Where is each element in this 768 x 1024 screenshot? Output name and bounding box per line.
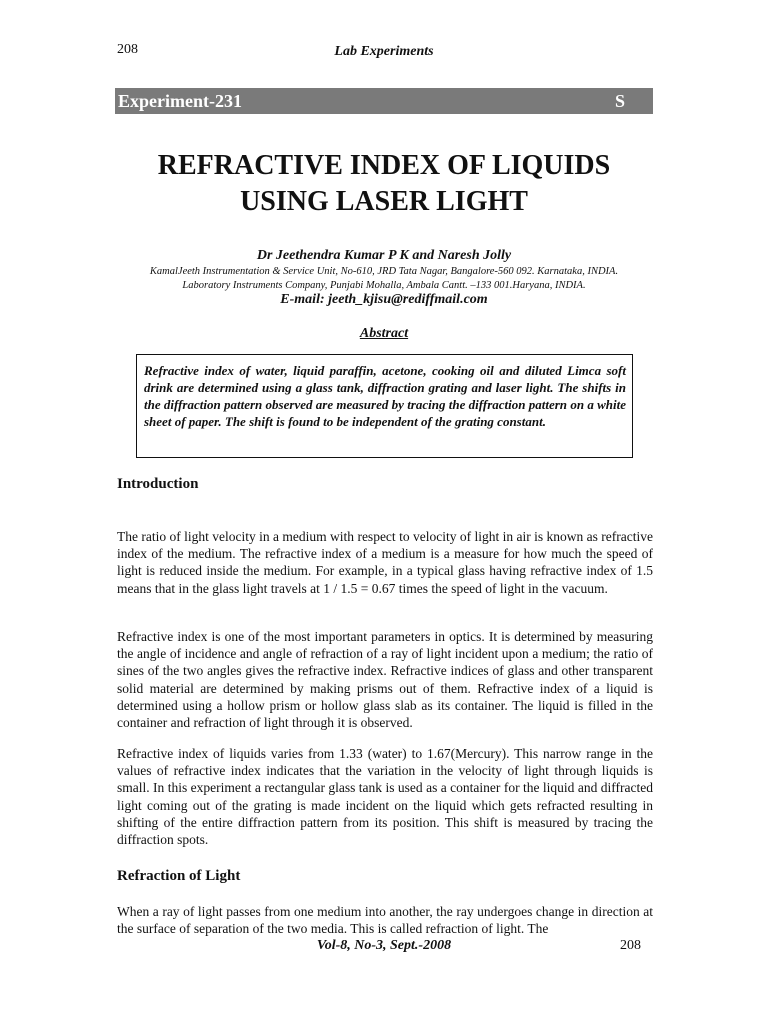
abstract-box: Refractive index of water, liquid paraffin, acetone, cooking oil and diluted Limca soft drink are determined using a glass tank, diffraction grating and laser light. The shifts in the diffraction pattern observed are measured by tracing the diffraction pattern on a white sheet of paper. The shift is found to be independent of the grating constant. (136, 354, 633, 458)
running-head: Lab Experiments (334, 44, 434, 59)
intro-paragraph-2: Refractive index is one of the most important parameters in optics. It is determined by measuring the angle of incidence and angle of refraction of a ray of light incident upon a medium; the ratio of sines of the two angles gives the refractive index. Refractive indices of glass and other transparent solid material are determined by making prisms out of them. Refractive index of a liquid is determined using a hollow prism or hollow glass slab as its container. The liquid is filled in the container and refraction of light through it is observed. (117, 629, 653, 731)
page-number-bottom: 208 (620, 938, 641, 953)
introduction-heading: Introduction (117, 476, 199, 492)
intro-paragraph-1: The ratio of light velocity in a medium with respect to velocity of light in air is known as refractive index of the medium. The refractive index of a medium is a measure for how much the speed of light is reduced inside the medium. For example, in a typical glass having refractive index of 1.5 means that in the glass light travels at 1 / 1.5 = 0.67 times the speed of light in the vacuum. (117, 529, 653, 596)
page-number-top: 208 (117, 42, 138, 57)
email: E-mail: jeeth_kjisu@rediffmail.com (280, 292, 488, 307)
affiliation-2: Laboratory Instruments Company, Punjabi Mohalla, Ambala Cantt. –133 001.Haryana, INDIA. (182, 280, 586, 291)
paper-title (100, 148, 668, 220)
authors: Dr Jeethendra Kumar P K and Naresh Jolly (256, 248, 512, 263)
experiment-label: Experiment-231 (118, 90, 242, 111)
intro-paragraph-3: Refractive index of liquids varies from 1.33 (water) to 1.67(Mercury). This narrow range in the values of refractive index indicates that the variation in the velocity of light through liquids is small. In this experiment a rectangular glass tank is used as a container for the liquid and diffracted light coming out of the grating is made incident on the liquid which gets refracted resulting in shifting of the entire diffraction pattern from its position. This shift is measured by tracing the diffraction spots. (117, 746, 653, 848)
affiliation-1: KamalJeeth Instrumentation & Service Unit, No-610, JRD Tata Nagar, Bangalore-560 092. Karnataka, INDIA. (149, 266, 619, 277)
refraction-paragraph-1: When a ray of light passes from one medium into another, the ray undergoes change in direction at the surface of separation of the two media. This is called refraction of light. The (117, 904, 653, 937)
refraction-heading: Refraction of Light (117, 868, 241, 884)
abstract-heading: Abstract (359, 326, 409, 341)
title-line-1: REFRACTIVE INDEX OF LIQUIDS (157, 150, 611, 181)
footer-issue: Vol-8, No-3, Sept.-2008 (316, 938, 452, 953)
experiment-tag: S (614, 90, 625, 111)
experiment-bar (115, 88, 653, 114)
title-line-2: USING LASER LIGHT (240, 186, 528, 217)
